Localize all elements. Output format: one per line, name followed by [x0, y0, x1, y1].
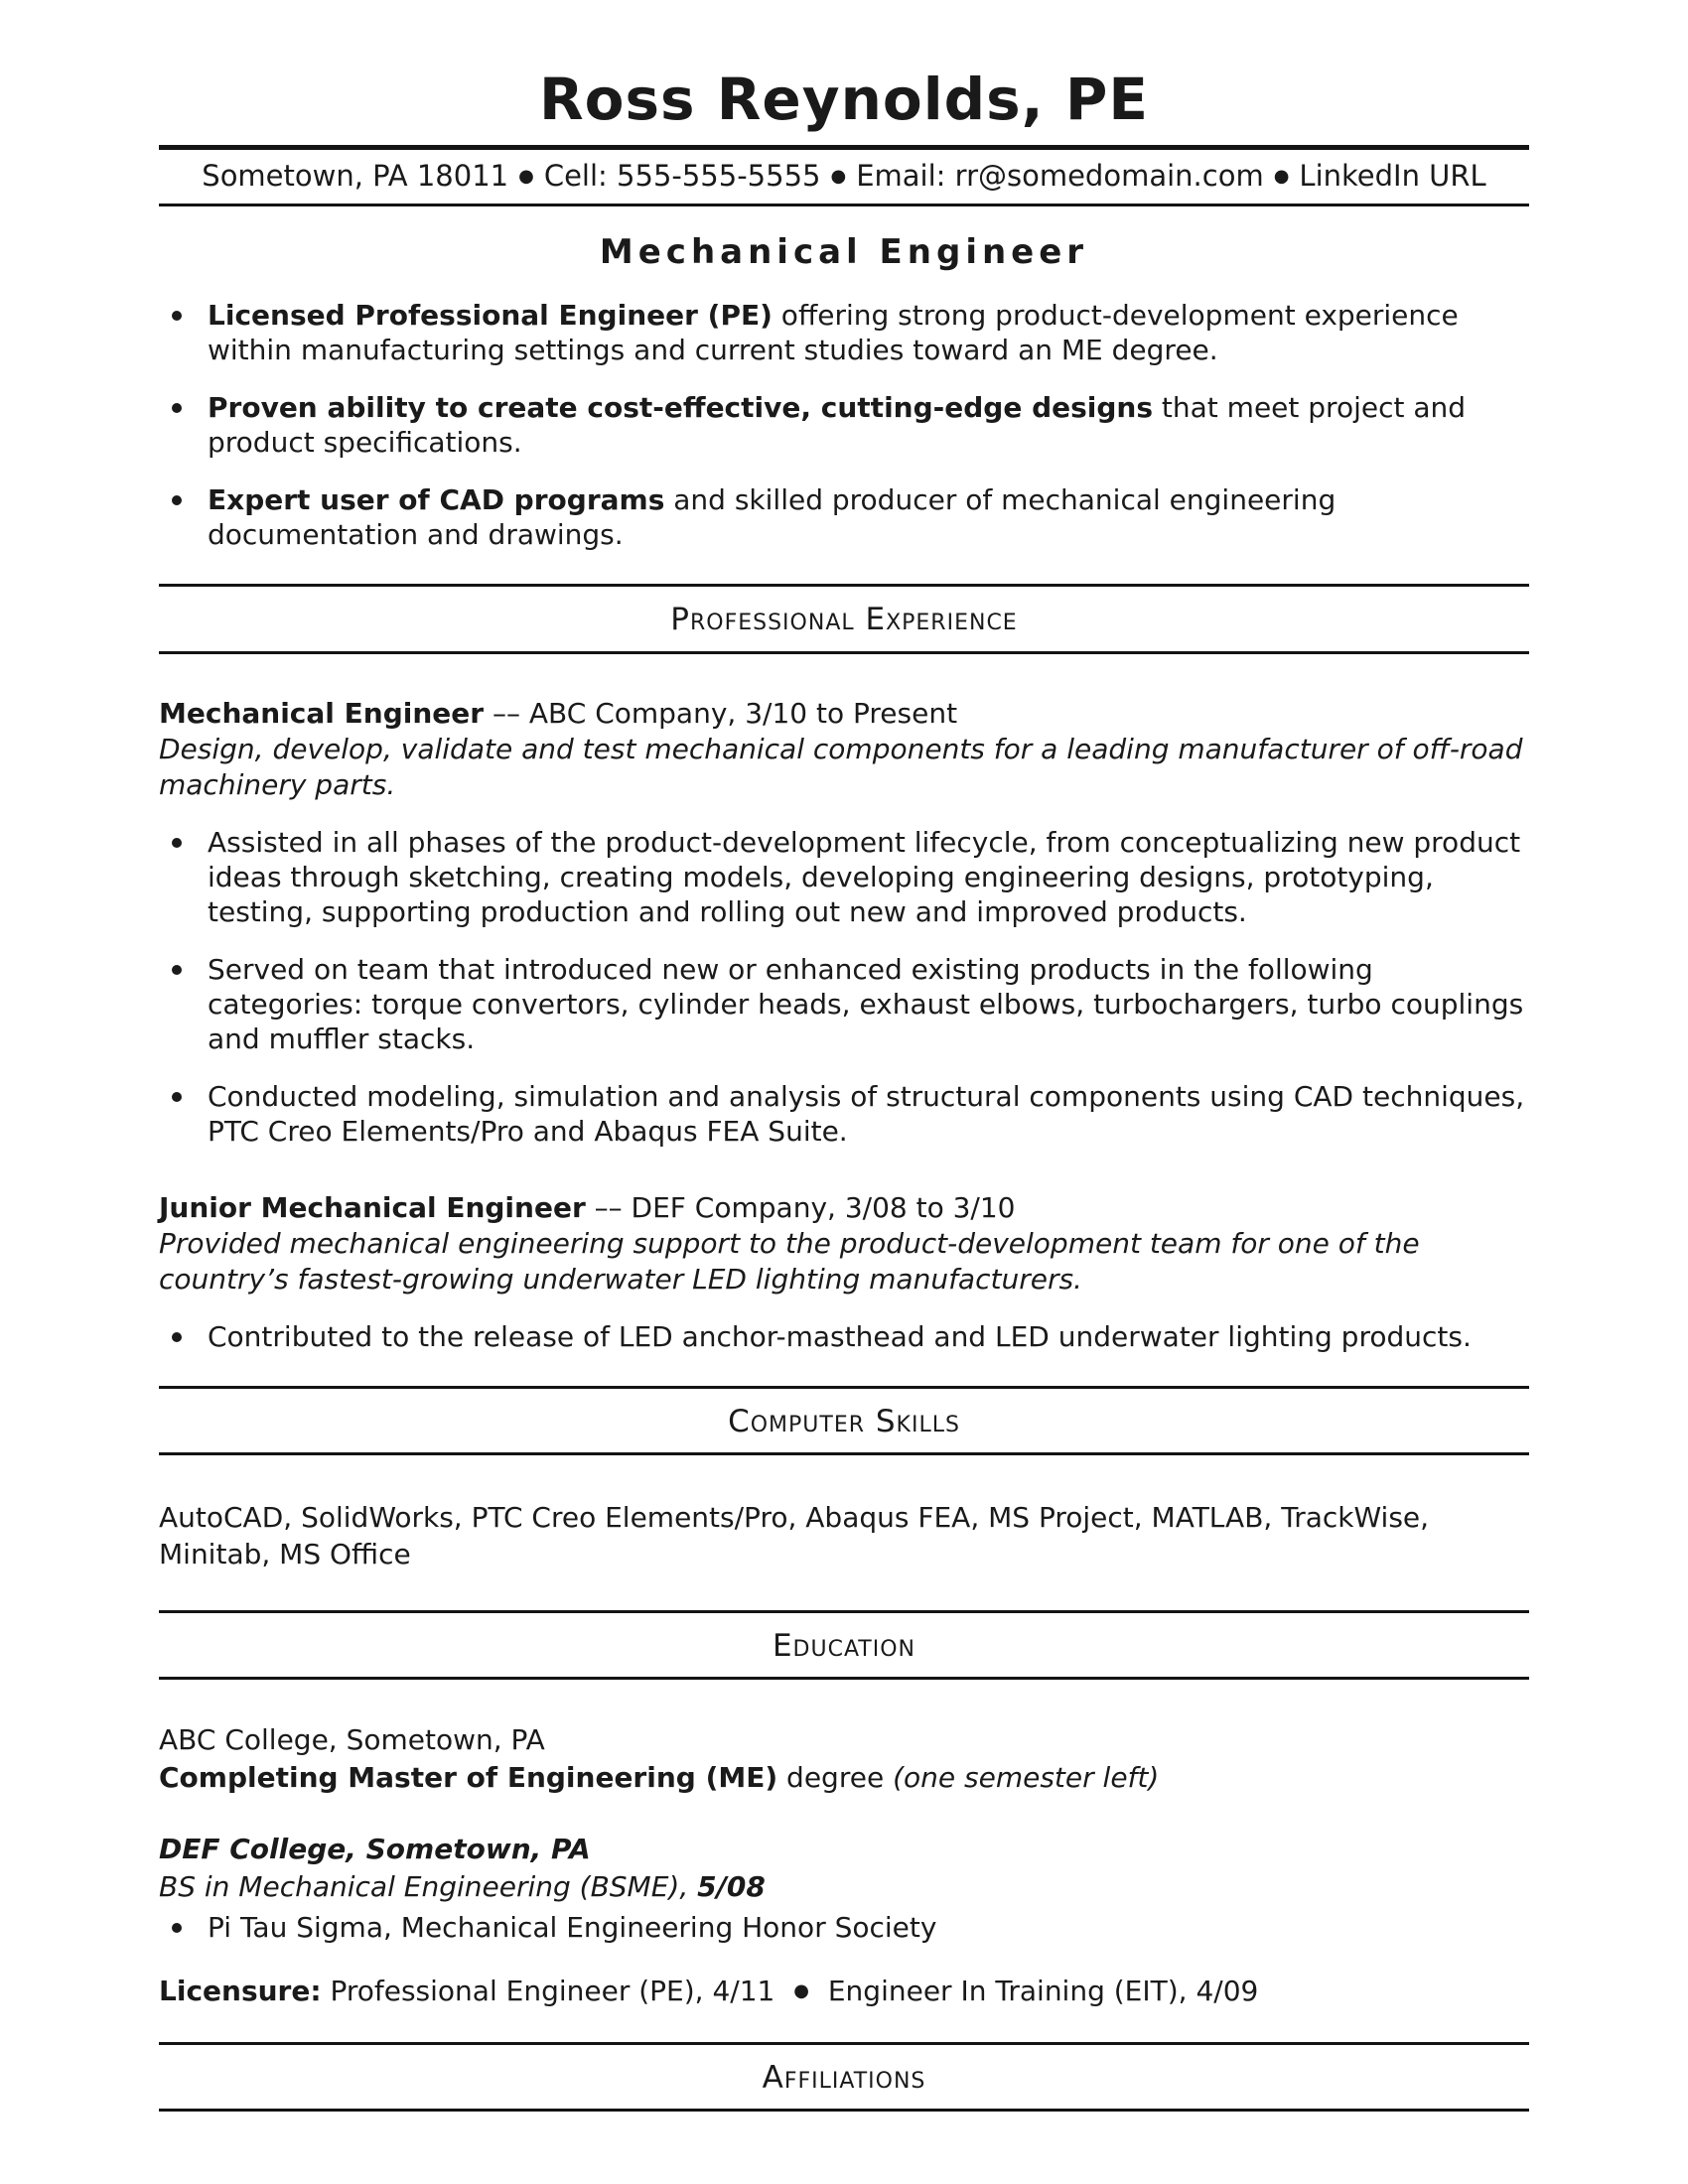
education-school: DEF College, Sometown, PA [159, 1832, 591, 1865]
divider [159, 1677, 1529, 1680]
education-degree-line [159, 1868, 1529, 1906]
section-header-education [159, 1610, 1529, 1680]
job-entry [159, 1190, 1529, 1354]
job-bullet-list [159, 825, 1529, 1149]
contact-linkedin: LinkedIn URL [1299, 158, 1486, 193]
job-entry [159, 696, 1529, 1149]
education-degree-date: 5/08 [697, 1869, 766, 1903]
section-title-affiliations: Affiliations [762, 2059, 926, 2096]
summary-bullet-text: and skilled producer of mechanical engineering documentation and drawings. [208, 483, 1336, 552]
job-title-line [159, 1190, 1529, 1226]
section-header-affiliations [159, 2042, 1529, 2112]
honor-bullet: Pi Tau Sigma, Mechanical Engineering Honor Society [159, 1910, 1529, 1945]
job-description: Design, develop, validate and test mechanical components for a leading manufacturer of off-road machinery parts. [159, 732, 1523, 801]
job-title-line [159, 696, 1529, 732]
job-bullet: Contributed to the release of LED anchor-masthead and LED underwater lighting products. [159, 1319, 1529, 1354]
licensure-label: Licensure: [159, 1974, 322, 2007]
job-bullet: Conducted modeling, simulation and analysis of structural components using CAD techniques, PTC Creo Elements/Pro and Abaqus FEA Suite. [159, 1079, 1529, 1149]
bullet-separator: ● [793, 1979, 809, 2001]
licensure-line [159, 1973, 1529, 2010]
summary-bullet-text: offering strong product-development experience within manufacturing settings and current studies toward an ME degree. [208, 299, 1459, 367]
summary-bullet [159, 298, 1529, 367]
section-header-experience [159, 584, 1529, 653]
education-degree: BS in Mechanical Engineering (BSME), [159, 1869, 698, 1903]
summary-bullet-lead: Licensed Professional Engineer (PE) [208, 299, 773, 333]
summary-bullet [159, 482, 1529, 552]
job-bullet: Assisted in all phases of the product-development lifecycle, from conceptualizing new product ideas through sketching, creating models, developing engineering designs, prototyping, testing, supporting production and rolling out new and improved products. [159, 825, 1529, 929]
section-title-experience: Professional Experience [670, 602, 1018, 638]
divider [159, 204, 1529, 206]
section-header-skills [159, 1386, 1529, 1455]
job-company-dates: –– ABC Company, 3/10 to Present [484, 696, 958, 730]
summary-bullet [159, 390, 1529, 460]
contact-location: Sometown, PA 18011 [202, 158, 509, 193]
job-title: Junior Mechanical Engineer [159, 1190, 586, 1224]
bullet-separator: ● [518, 165, 534, 187]
section-title-skills: Computer Skills [728, 1403, 960, 1439]
licensure-item: Engineer In Training (EIT), 4/09 [818, 1974, 1259, 2007]
page-bottom-whitespace [159, 2112, 1529, 2184]
bullet-separator: ● [1273, 165, 1290, 187]
contact-cell: Cell: 555-555-5555 [543, 158, 821, 193]
job-bullet: Served on team that introduced new or enhanced existing products in the following categories: torque convertors, cylinder heads, exhaust elbows, turbochargers, turbo couplings and muffler stacks. [159, 952, 1529, 1056]
summary-bullet-text: that meet project and product specifications. [208, 391, 1467, 460]
contact-email: Email: rr@somedomain.com [856, 158, 1264, 193]
licensure-item: Professional Engineer (PE), 4/11 [321, 1974, 784, 2007]
education-degree: Completing Master of Engineering (ME) [159, 1760, 778, 1794]
job-bullet-list [159, 1319, 1529, 1354]
skills-list: AutoCAD, SolidWorks, PTC Creo Elements/Pro, Abaqus FEA, MS Project, MATLAB, TrackWise, Minitab, MS Office [159, 1500, 1430, 1570]
summary-list [159, 298, 1529, 552]
section-title-education: Education [772, 1627, 916, 1664]
honor-list [159, 1910, 1529, 1945]
education-degree-line [159, 1759, 1529, 1797]
divider [159, 651, 1529, 654]
education-school: ABC College, Sometown, PA [159, 1722, 545, 1756]
person-name: Ross Reynolds, PE [539, 66, 1149, 133]
summary-bullet-lead: Expert user of CAD programs [208, 483, 665, 517]
education-degree-note: (one semester left) [893, 1760, 1160, 1794]
divider [159, 1452, 1529, 1455]
job-company-dates: –– DEF Company, 3/08 to 3/10 [585, 1190, 1016, 1224]
summary-bullet-lead: Proven ability to create cost-effective, cutting-edge designs [208, 391, 1154, 425]
contact-line [159, 150, 1529, 204]
job-description: Provided mechanical engineering support to the product-development team for one of the country’s fastest-growing underwater LED lighting manufacturers. [159, 1226, 1420, 1296]
headline-title: Mechanical Engineer [599, 231, 1089, 272]
education-degree-text: degree [777, 1760, 894, 1794]
education-block [159, 1721, 1529, 2010]
bullet-separator: ● [830, 165, 847, 187]
job-title: Mechanical Engineer [159, 696, 485, 730]
